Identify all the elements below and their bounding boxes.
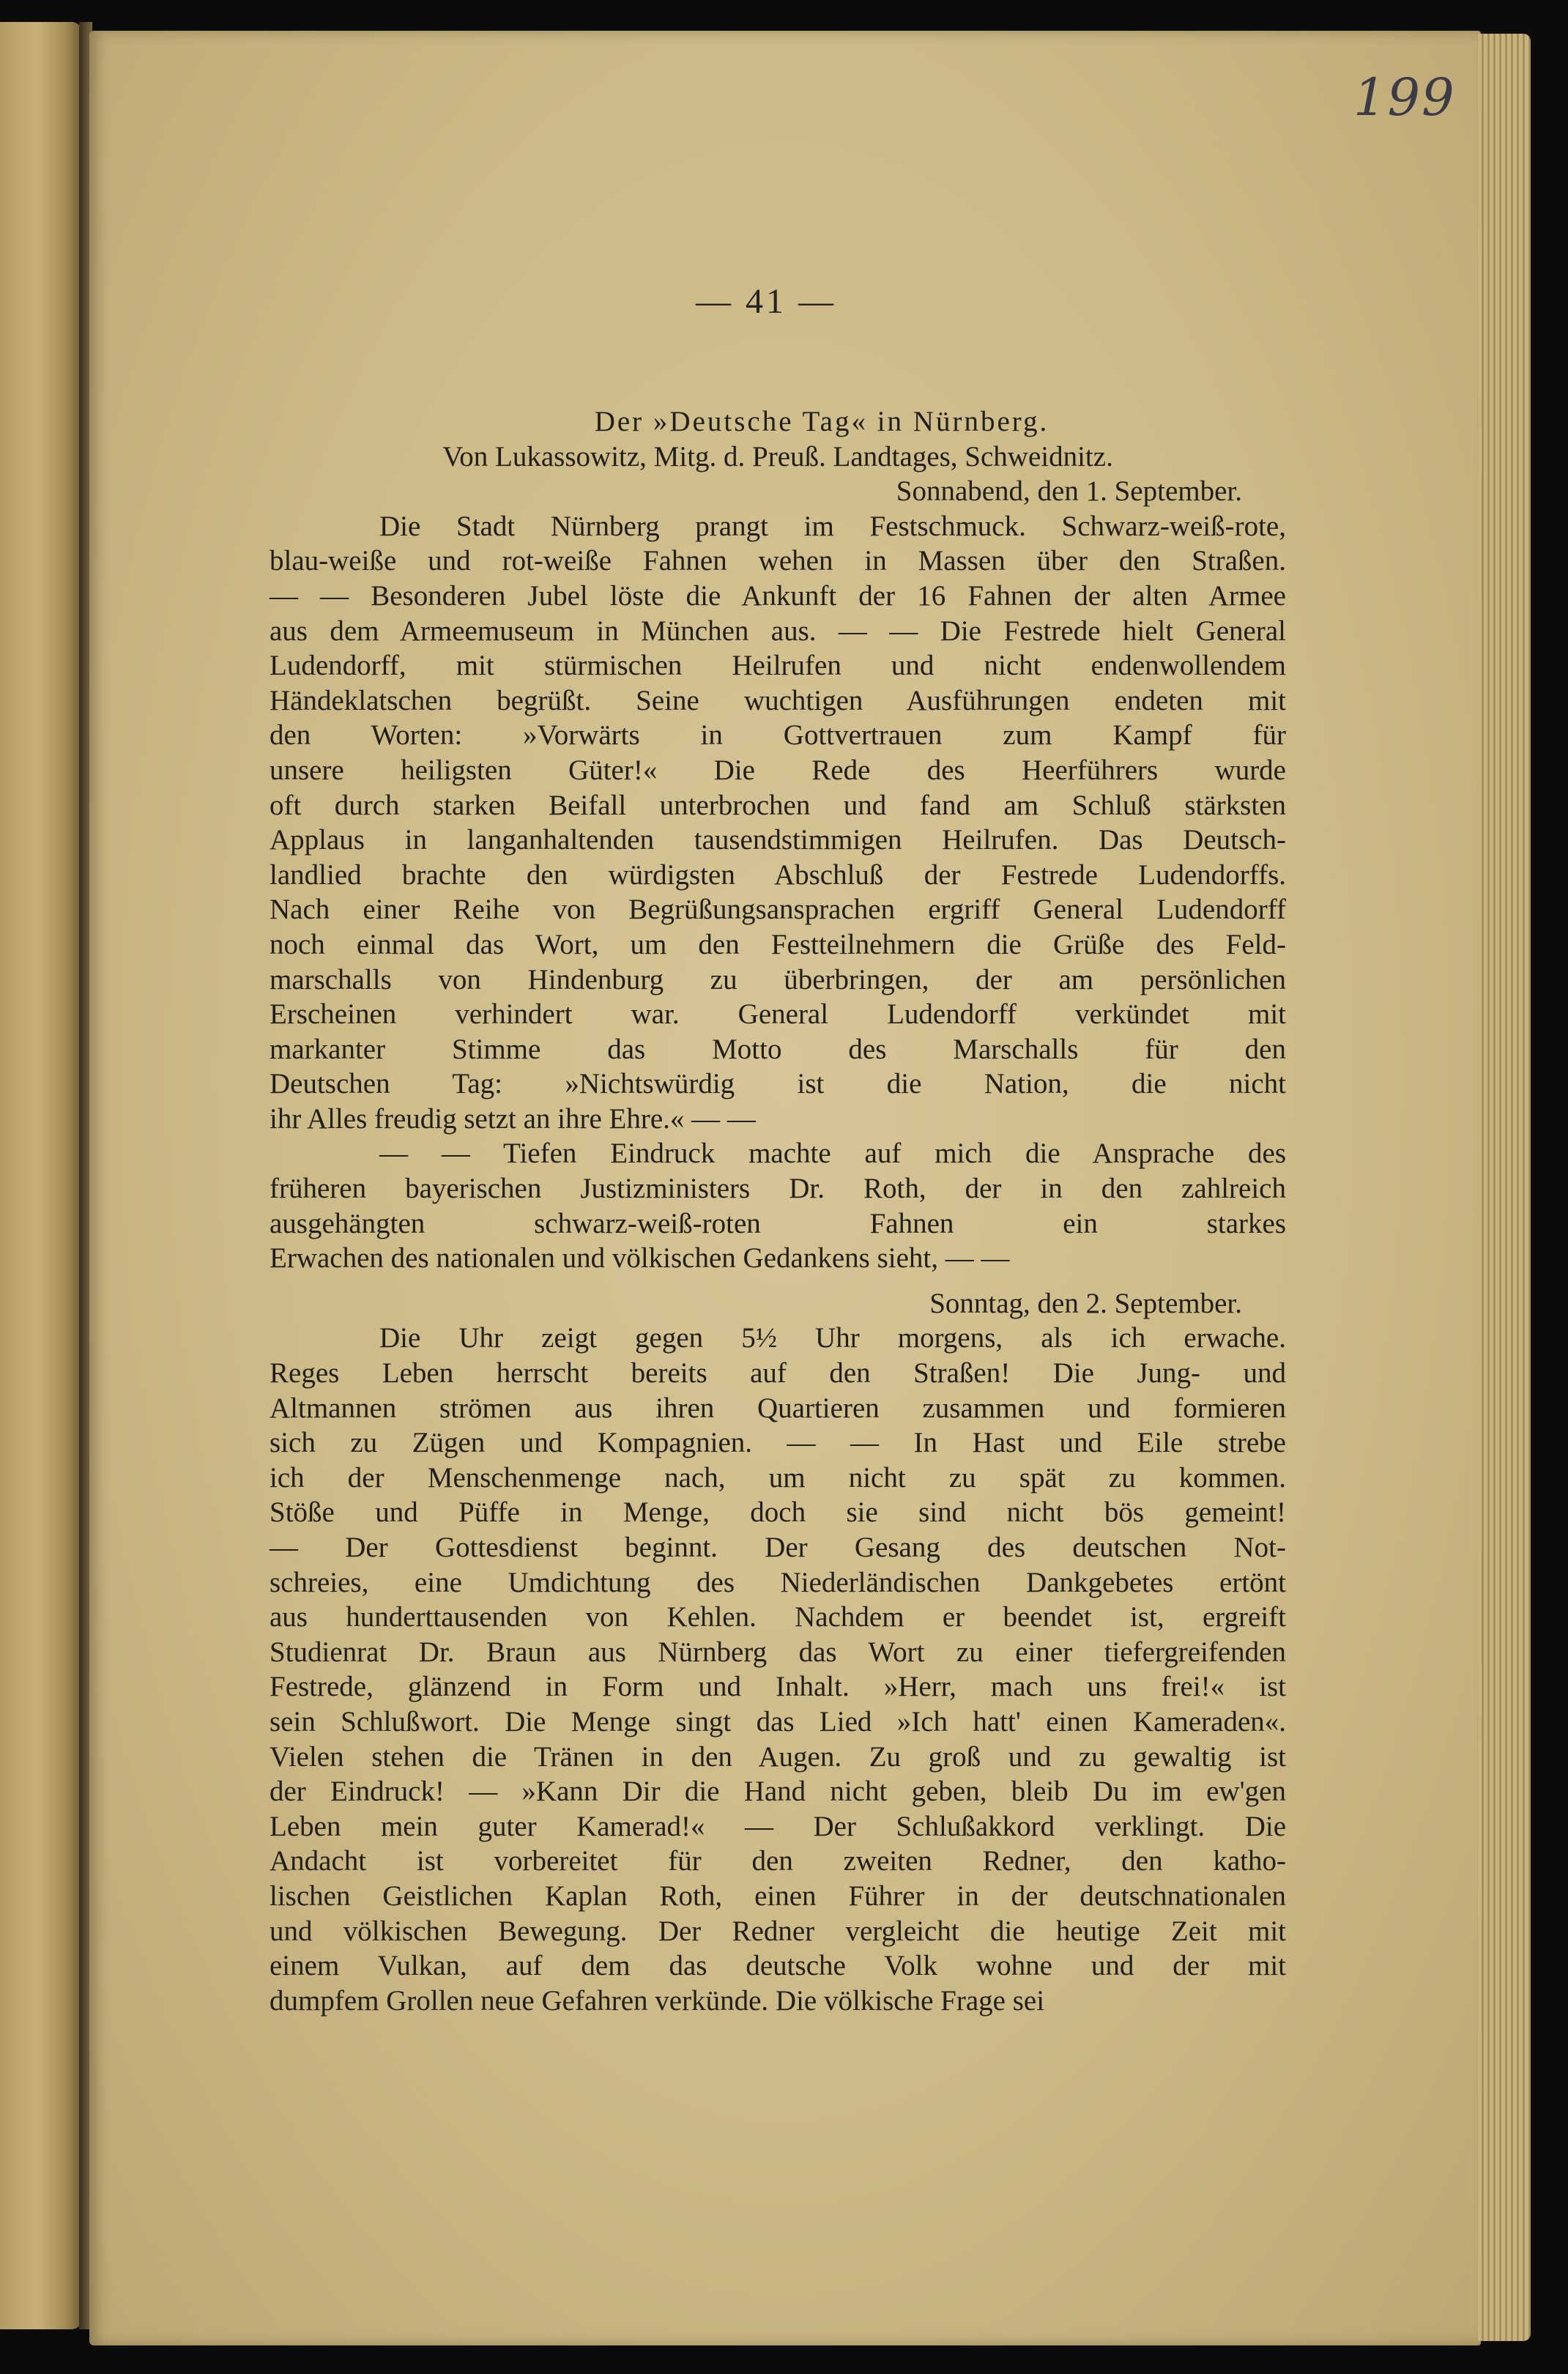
section-2 bbox=[270, 1136, 1286, 1275]
text-line: Leben mein guter Kamerad!« — Der Schlußakkord verklingt. Die bbox=[270, 1810, 1286, 1842]
text-line: der Eindruck! — »Kann Dir die Hand nicht geben, bleib Du im ew'gen bbox=[270, 1776, 1286, 1808]
text-line: — — Besonderen Jubel löste die Ankunft der 16 Fahnen der alten Armee bbox=[270, 579, 1286, 612]
text-line: Reges Leben herrscht bereits auf den Straßen! Die Jung- und bbox=[270, 1357, 1286, 1390]
text-line: Händeklatschen begrüßt. Seine wuchtigen Ausführungen endeten mit bbox=[270, 684, 1286, 716]
text-line: sich zu Zügen und Kompagnien. — — In Hast und Eile strebe bbox=[270, 1427, 1286, 1459]
text-line: unsere heiligsten Güter!« Die Rede des Heerführers wurde bbox=[270, 754, 1286, 786]
previous-page-edge bbox=[0, 22, 82, 2329]
text-line: Altmannen strömen aus ihren Quartieren zusammen und formieren bbox=[270, 1392, 1286, 1424]
text-line: oft durch starken Beifall unterbrochen und fand am Schluß stärksten bbox=[270, 789, 1286, 821]
text-line: landlied brachte den würdigsten Abschluß der Festrede Ludendorffs. bbox=[270, 858, 1286, 891]
text-line: einem Vulkan, auf dem das deutsche Volk wohne und der mit bbox=[270, 1950, 1286, 1982]
text-line: Deutschen Tag: »Nichtswürdig ist die Nation, die nicht bbox=[270, 1068, 1286, 1100]
text-line: — — Tiefen Eindruck machte auf mich die Ansprache des bbox=[379, 1138, 1286, 1170]
text-line: ich der Menschenmenge nach, um nicht zu spät zu kommen. bbox=[270, 1461, 1286, 1494]
page-stack-edge bbox=[1478, 34, 1531, 2341]
text-line: Studienrat Dr. Braun aus Nürnberg das Wort zu einer tiefergreifenden bbox=[270, 1636, 1286, 1668]
text-line: den Worten: »Vorwärts in Gottvertrauen zum Kampf für bbox=[270, 719, 1286, 752]
text-line: aus dem Armeemuseum in München aus. — — Die Festrede hielt General bbox=[270, 615, 1286, 647]
text-line: Die Stadt Nürnberg prangt im Festschmuck. Schwarz-weiß-rote, bbox=[379, 510, 1286, 542]
page-number: — 41 — bbox=[696, 282, 836, 321]
date-heading-1: Sonnabend, den 1. September. bbox=[896, 475, 1242, 508]
text-line: dumpfem Grollen neue Gefahren verkünde. Die völkische Frage sei bbox=[270, 1984, 1045, 2017]
article-title: Der »Deutsche Tag« in Nürnberg. bbox=[594, 406, 1049, 437]
text-line: Die Uhr zeigt gegen 5½ Uhr morgens, als ich erwache. bbox=[379, 1322, 1286, 1354]
article-body bbox=[270, 404, 1286, 2018]
text-line: und völkischen Bewegung. Der Redner vergleicht die heutige Zeit mit bbox=[270, 1915, 1286, 1947]
text-line: marschalls von Hindenburg zu überbringen, der am persönlichen bbox=[270, 963, 1286, 995]
handwritten-page-number: 199 bbox=[1353, 67, 1456, 127]
text-line: markanter Stimme das Motto des Marschalls für den bbox=[270, 1033, 1286, 1065]
section-1 bbox=[270, 509, 1286, 1137]
text-line: schreies, eine Umdichtung des Niederländischen Dankgebetes ertönt bbox=[270, 1566, 1286, 1598]
text-line: Stöße und Püffe in Menge, doch sie sind nicht bös gemeint! bbox=[270, 1496, 1286, 1529]
text-line: Erwachen des nationalen und völkischen Gedankens sieht, — — bbox=[270, 1242, 1010, 1275]
text-line: lischen Geistlichen Kaplan Roth, einen Führer in der deutschnationalen bbox=[270, 1880, 1286, 1912]
text-line: — Der Gottesdienst beginnt. Der Gesang des deutschen Not- bbox=[270, 1532, 1286, 1563]
text-line: ihr Alles freudig setzt an ihre Ehre.« — — bbox=[270, 1102, 756, 1135]
text-line: noch einmal das Wort, um den Festteilnehmern die Grüße des Feld- bbox=[270, 928, 1286, 960]
text-line: Applaus in langanhaltenden tausendstimmigen Heilrufen. Das Deutsch- bbox=[270, 824, 1286, 856]
text-line: sein Schlußwort. Die Menge singt das Lied »Ich hatt' einen Kameraden«. bbox=[270, 1705, 1286, 1737]
date-heading-2: Sonntag, den 2. September. bbox=[929, 1287, 1242, 1319]
text-line: Andacht ist vorbereitet für den zweiten Redner, den katho- bbox=[270, 1845, 1286, 1877]
text-line: Nach einer Reihe von Begrüßungsansprachen ergriff General Ludendorff bbox=[270, 894, 1286, 926]
text-line: Vielen stehen die Tränen in den Augen. Zu groß und zu gewaltig ist bbox=[270, 1740, 1286, 1773]
text-line: ausgehängten schwarz-weiß-roten Fahnen ein starkes bbox=[270, 1207, 1286, 1239]
section-3 bbox=[270, 1321, 1286, 2018]
text-line: früheren bayerischen Justizministers Dr. Roth, der in den zahlreich bbox=[270, 1173, 1286, 1205]
article-byline: Von Lukassowitz, Mitg. d. Preuß. Landtages, Schweidnitz. bbox=[442, 440, 1113, 472]
text-line: aus hunderttausenden von Kehlen. Nachdem er beendet ist, ergreift bbox=[270, 1601, 1286, 1633]
text-line: Festrede, glänzend in Form und Inhalt. »Herr, mach uns frei!« ist bbox=[270, 1671, 1286, 1703]
text-line: Erscheinen verhindert war. General Ludendorff verkündet mit bbox=[270, 998, 1286, 1031]
text-line: blau-weiße und rot-weiße Fahnen wehen in Massen über den Straßen. bbox=[270, 545, 1286, 577]
text-line: Ludendorff, mit stürmischen Heilrufen und nicht endenwollendem bbox=[270, 650, 1286, 682]
